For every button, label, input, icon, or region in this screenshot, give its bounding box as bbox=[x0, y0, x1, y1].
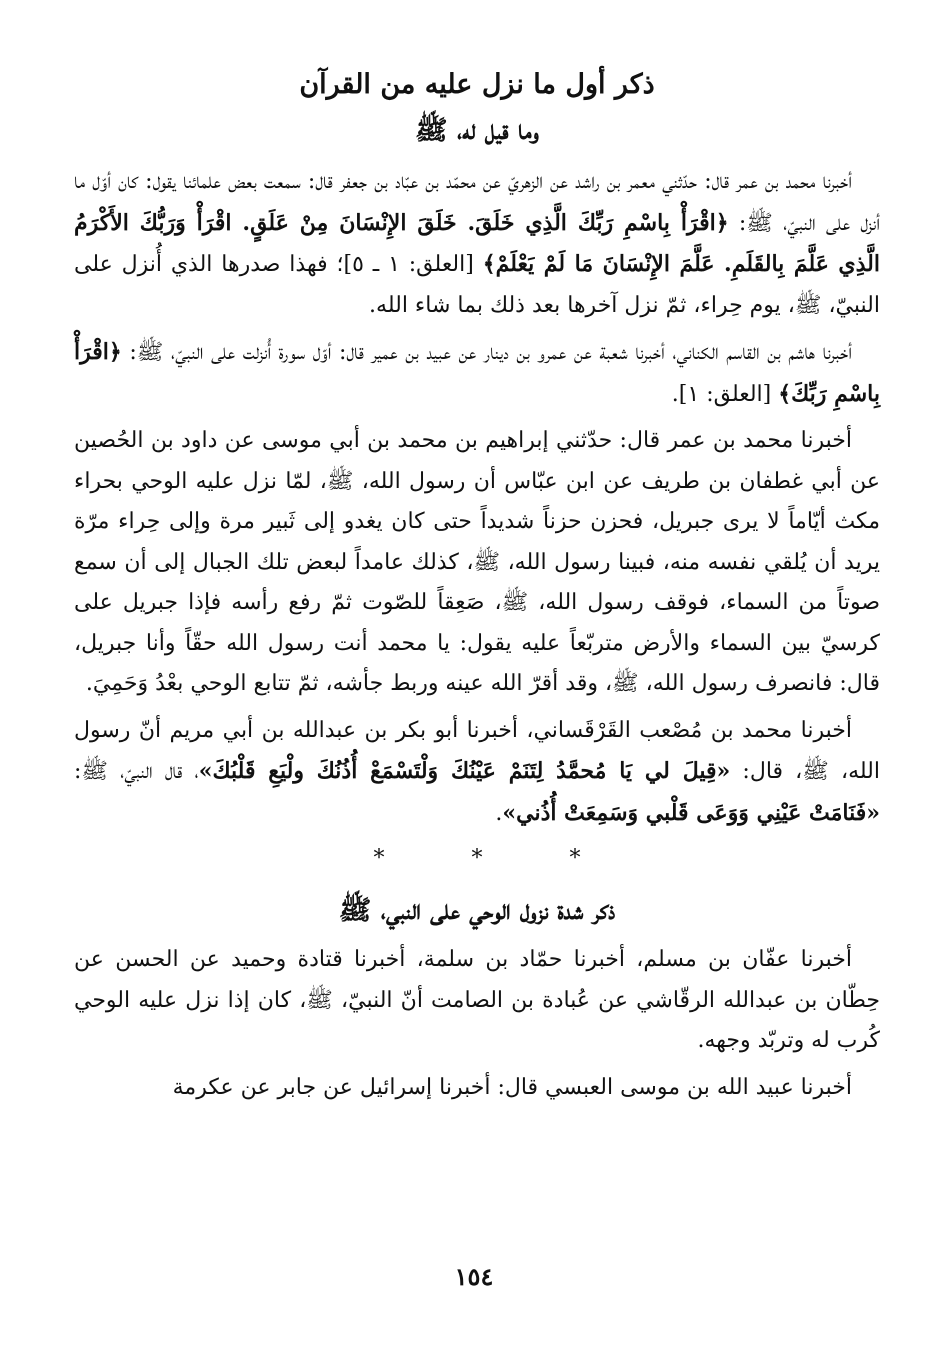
section-heading-2: ذكر شدة نزول الوحي على النبي، ﷺ bbox=[338, 895, 616, 926]
narration-text: أخبرنا هاشم بن القاسم الكناني، أخبرنا شعبة عن عمرو بن دينار عن عبيد بن عمير قال: أوّل سورة أُنزلت على النبيّ، ﷺ: bbox=[121, 340, 852, 365]
paragraph-1 bbox=[74, 162, 880, 326]
hadith-quote: «قِيلَ لي يَا مُحمَّدُ لِتَنَمْ عَيْنُكَ وَلْتَسْمَعْ أُذُنُكَ ولْيَعِ قَلْبُكَ» bbox=[198, 758, 731, 784]
narration-text: [العلق: ١]. bbox=[671, 381, 779, 407]
hadith-quote: «فَنَامَتْ عَيْنِي وَوَعَى قَلْبي وَسَمِعَتْ أُذُني» bbox=[502, 799, 880, 826]
paragraph-4 bbox=[74, 711, 880, 835]
narration-text: أخبرنا محمد بن مُصْعب القَرْقَساني، أخبرنا أبو بكر بن عبدالله بن أبي مريم أنّ رسول الله، ﷺ، قال: bbox=[74, 717, 880, 784]
paragraph-3: أخبرنا محمد بن عمر قال: حدّثني إبراهيم بن محمد بن أبي موسى عن داود بن الحُصين عن أبي غطفان بن طريف عن ابن عبّاس أن رسول الله، ﷺ، لمّا نزل عليه الوحي بحراء مكث أيّاماً لا يرى جبريل، فحزن حزناً شديداً حتى كان يغدو إلى ثَبير مرة وإلى حِراء مرّة يريد أن يُلقي نفسه منه، فبينا رسول الله، ﷺ، كذلك عامداً لبعض تلك الجبال إلى أن سمع صوتاً من السماء، فوقف رسول الله، ﷺ، صَعِقاً للصّوت ثمّ رفع رأسه فإذا جبريل على كرسيّ بين السماء والأرض متربّعاً عليه يقول: يا محمد أنت رسول الله حقّاً وأنا جبريل، قال: فانصرف رسول الله، ﷺ، وقد أقرّ الله عينه وربط جأشه، ثمّ تتابع الوحي بعْدُ وَحَمِيَ. bbox=[74, 428, 880, 696]
paragraph-5: أخبرنا عفّان بن مسلم، أخبرنا حمّاد بن سلمة، أخبرنا قتادة وحميد عن الحسن عن حِطّان بن عبدالله الرقّاشي عن عُبادة بن الصامت أنّ النبيّ، ﷺ، كان إذا نزل عليه الوحي كُرب له وتربّد وجهه. bbox=[74, 947, 880, 1053]
section-subheading: وما قيل له، ﷺ bbox=[415, 115, 539, 146]
narration-text: [العلق: ١ ـ ٥]؛ فهذا صدرها الذي أُنزل على النبيّ، ﷺ، يوم حِراء، ثمّ نزل آخرها بعد ذلك بما شاء الله. bbox=[74, 252, 880, 318]
narration-text: . bbox=[495, 800, 503, 826]
section-heading: ذكر أول ما نزل عليه من القرآن bbox=[299, 69, 655, 100]
page-number: ١٥٤ bbox=[454, 1262, 494, 1291]
quran-quote: ﴿اقْرَأْ بِاسْمِ رَبِّكَ الَّذِي خَلَقَ. خَلَقَ الإِنْسَانَ مِنْ عَلَقٍ. اقْرَأْ وَرَبُّكَ الأَكْرَمُ الَّذِي عَلَّمَ بِالقَلَمِ. عَلَّمَ الإِنْسَانَ مَا لَمْ يَعْلَمْ﴾ bbox=[74, 209, 880, 277]
paragraph-6: أخبرنا عبيد الله بن موسى العبسي قال: أخبرنا إسرائيل عن جابر عن عكرمة bbox=[172, 1074, 852, 1100]
narration-text: أخبرنا محمد بن عمر قال: حدّثني معمر بن راشد عن الزهريّ عن محمّد بن عبّاد بن جعفر قال: سمعت بعض علمائنا يقول: كان أوّل ما أنزل على النبيّ، ﷺ: bbox=[74, 169, 881, 236]
narration-text: ، قال النبيّ، ﷺ: bbox=[74, 759, 199, 784]
paragraph-2 bbox=[74, 332, 880, 415]
section-separator: * * * bbox=[373, 846, 621, 871]
quran-quote: ﴿اقْرَأْ بِاسْمِ رَبِّكَ﴾ bbox=[74, 339, 880, 407]
